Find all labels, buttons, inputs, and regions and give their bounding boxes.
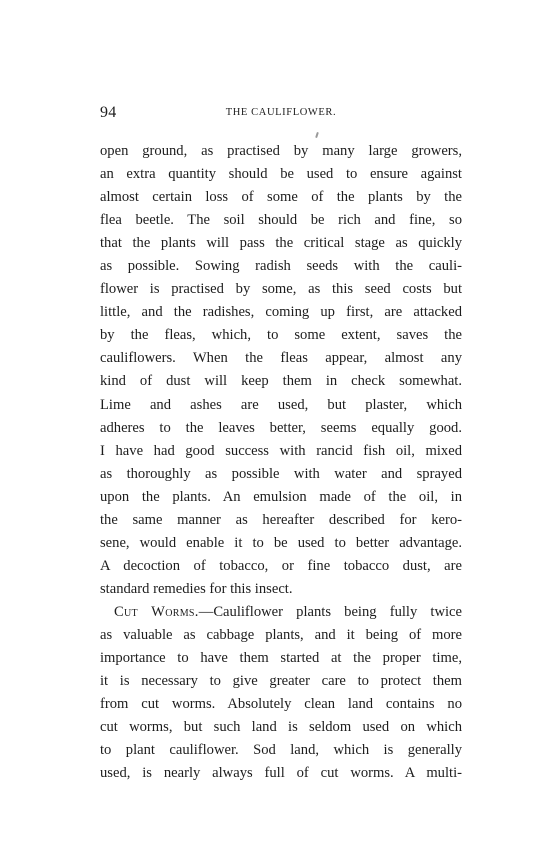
- text-line: from cut worms. Absolutely clean land contains no: [100, 696, 462, 713]
- text-line: sene, would enable it to be used to better advantage.: [100, 534, 462, 551]
- text-line: as valuable as cabbage plants, and it being of more: [100, 626, 462, 643]
- text-line: kind of dust will keep them in check somewhat.: [100, 373, 462, 390]
- text-line: as possible. Sowing radish seeds with the cauli-: [100, 258, 462, 275]
- text-line: used, is nearly always full of cut worms. A multi-: [100, 765, 462, 782]
- text-line: flower is practised by some, as this seed costs but: [100, 281, 462, 298]
- text-line: to plant cauliflower. Sod land, which is generally: [100, 742, 462, 759]
- text-line: Lime and ashes are used, but plaster, which: [100, 396, 462, 413]
- text-line: standard remedies for this insect.: [100, 580, 293, 597]
- section-line-text: —Cauliflower plants being fully twice: [198, 603, 463, 620]
- section-heading: Cut Worms.: [114, 603, 199, 620]
- text-line: the same manner as hereafter described for kero-: [100, 511, 462, 528]
- running-title: THE CAULIFLOWER.: [225, 107, 337, 118]
- text-line: little, and the radishes, coming up first, are attacked: [100, 304, 462, 321]
- text-line: cauliflowers. When the fleas appear, almost any: [100, 350, 462, 367]
- running-head: [100, 104, 462, 124]
- text-line: cut worms, but such land is seldom used on which: [100, 719, 462, 736]
- text-line: A decoction of tobacco, or fine tobacco dust, are: [100, 557, 462, 574]
- text-line: open ground, as practised by many large growers,: [100, 143, 462, 159]
- text-line: importance to have them started at the proper time,: [100, 650, 462, 667]
- text-line: as thoroughly as possible with water and sprayed: [100, 465, 462, 482]
- text-line: by the fleas, which, to some extent, saves the: [100, 327, 462, 344]
- text-line: flea beetle. The soil should be rich and fine, so: [100, 212, 462, 229]
- print-speck: [315, 132, 319, 138]
- text-line: an extra quantity should be used to ensure against: [100, 166, 462, 183]
- page-number: 94: [100, 104, 117, 121]
- text-line: upon the plants. An emulsion made of the oil, in: [100, 488, 462, 505]
- text-line: I have had good success with rancid fish oil, mixed: [100, 442, 462, 459]
- body-text: [100, 140, 462, 785]
- text-line: that the plants will pass the critical stage as quickly: [100, 235, 462, 252]
- section-first-line: [100, 601, 462, 624]
- text-line: almost certain loss of some of the plants by the: [100, 189, 462, 206]
- text-line: adheres to the leaves better, seems equally good.: [100, 419, 462, 436]
- text-line: it is necessary to give greater care to protect them: [100, 673, 462, 690]
